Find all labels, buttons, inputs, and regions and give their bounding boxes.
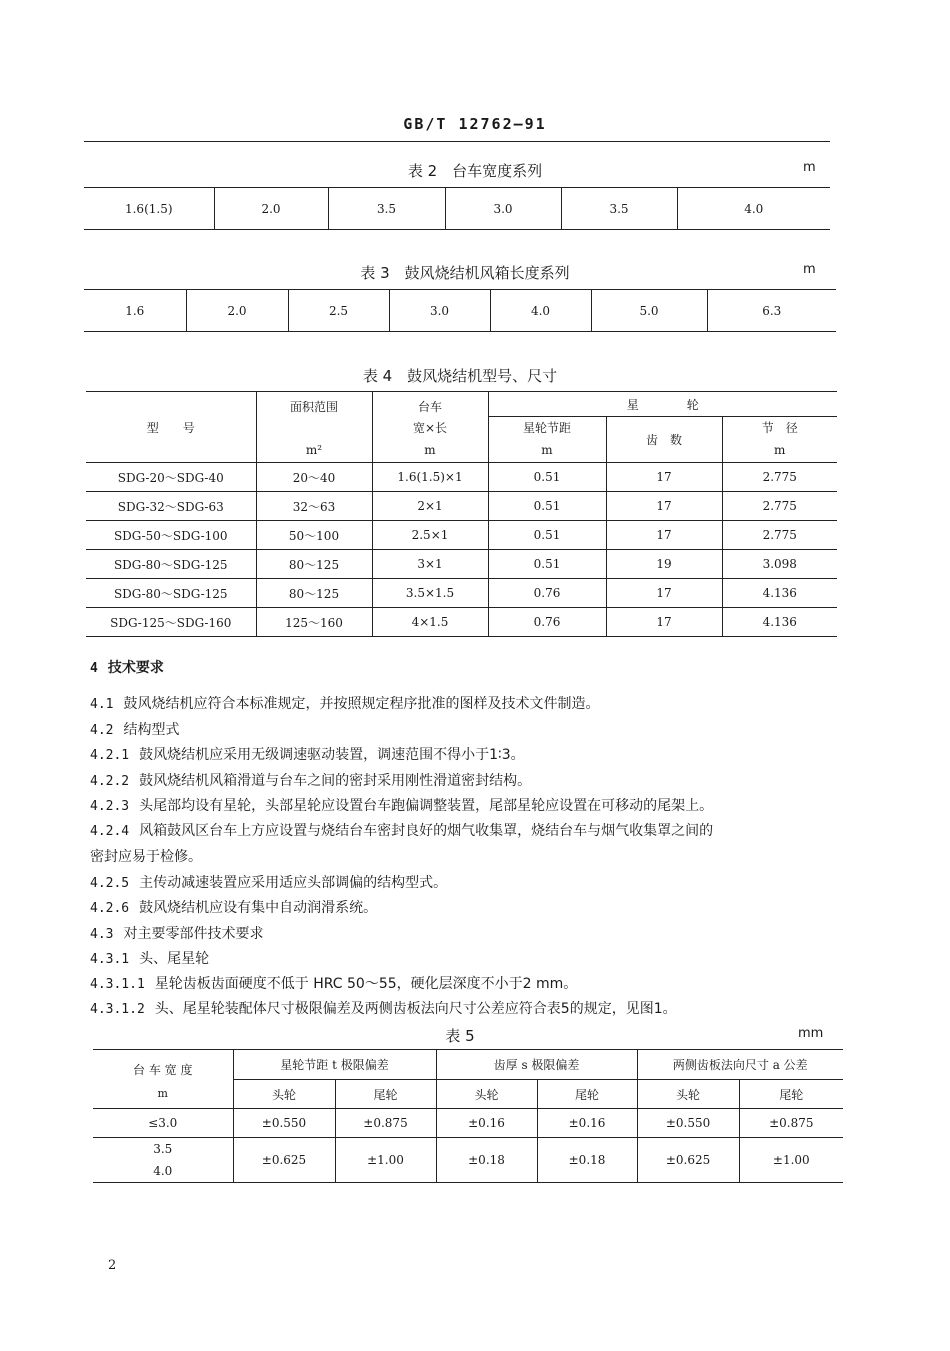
table5-cell: ±0.625	[233, 1138, 335, 1183]
clause-number: 4.2.5	[90, 876, 130, 891]
table4-cell: 80～125	[256, 579, 372, 608]
table4-cell: SDG-20～SDG-40	[86, 463, 256, 492]
paragraph	[90, 772, 840, 791]
table5-width-unit: m	[93, 1080, 233, 1109]
clause-text: 鼓风烧结机应设有集中自动润滑系统。	[139, 900, 378, 916]
paragraph	[90, 746, 840, 765]
table4-diam-unit: m	[722, 439, 837, 463]
table3-cell: 6.3	[707, 290, 836, 332]
section-title: 技术要求	[107, 660, 164, 676]
table4-cell: 0.51	[488, 521, 606, 550]
table4-caption: 表 4 鼓风烧结机型号、尺寸	[362, 367, 558, 385]
paragraph	[90, 975, 840, 994]
table2-cell: 3.0	[445, 188, 561, 230]
table4-cell: 3.5×1.5	[372, 579, 488, 608]
clause-number: 4.3	[90, 927, 114, 942]
table4-pitch-unit: m	[488, 439, 606, 463]
page-number: 2	[108, 1258, 117, 1273]
table-row	[86, 550, 837, 579]
table4-cell: 17	[606, 608, 722, 637]
table5-header-head: 头轮	[637, 1080, 739, 1109]
table4-cell: 2.775	[722, 521, 837, 550]
table4-header-car2: 宽×长	[372, 417, 488, 439]
clause-text: 头、尾星轮	[139, 951, 210, 967]
table4-car-unit: m	[372, 439, 488, 463]
table4-cell: 2.5×1	[372, 521, 488, 550]
table3-cell: 3.0	[389, 290, 490, 332]
table-row	[86, 521, 837, 550]
table2-cell: 3.5	[328, 188, 445, 230]
table4-cell: 80～125	[256, 550, 372, 579]
clause-number: 4.2.6	[90, 901, 130, 916]
table4-cell: 0.51	[488, 463, 606, 492]
table5-cell: ±0.18	[436, 1138, 537, 1183]
table5-cell: ±0.875	[739, 1109, 843, 1138]
table4-header-star: 星 轮	[488, 392, 837, 417]
clause-number: 4.2.2	[90, 774, 130, 789]
clause-text: 风箱鼓风区台车上方应设置与烧结台车密封良好的烟气收集罩，烧结台车与烟气收集罩之间的	[139, 823, 714, 839]
table4-cell: SDG-125～SDG-160	[86, 608, 256, 637]
table2	[84, 187, 830, 230]
table4-cell: 3.098	[722, 550, 837, 579]
paragraph	[90, 1000, 840, 1019]
table5-width-value: 4.0	[153, 1164, 173, 1178]
table4-cell: 0.76	[488, 579, 606, 608]
table4-cell: 17	[606, 492, 722, 521]
table4-header-pitch: 星轮节距	[488, 417, 606, 439]
standard-number: GB/T 12762—91	[403, 115, 547, 133]
table2-caption: 表 2 台车宽度系列	[407, 162, 543, 180]
table-row	[93, 1109, 843, 1138]
table3-cell: 2.0	[186, 290, 288, 332]
table5-header-tail: 尾轮	[537, 1080, 637, 1109]
table5-cell: ±0.875	[335, 1109, 436, 1138]
clause-text: 结构型式	[123, 722, 180, 738]
table5-cell: ±0.550	[637, 1109, 739, 1138]
table4-cell: 4.136	[722, 579, 837, 608]
table3-unit: m	[803, 262, 816, 277]
table5-header-normal: 两侧齿板法向尺寸 a 公差	[637, 1050, 843, 1080]
table4-cell: 4×1.5	[372, 608, 488, 637]
clause-number: 4.3.1.2	[90, 1002, 145, 1017]
table4-area-blank	[256, 417, 372, 439]
paragraph	[90, 874, 840, 893]
table4-cell: 32～63	[256, 492, 372, 521]
table5-caption: 表 5	[445, 1027, 475, 1045]
clause-number: 4.2.1	[90, 748, 130, 763]
paragraph	[90, 925, 840, 944]
clause-number: 4.1	[90, 697, 114, 712]
table5-cell: ±0.16	[436, 1109, 537, 1138]
clause-text: 主传动减速装置应采用适应头部调偏的结构型式。	[139, 875, 448, 891]
clause-text: 星轮齿板齿面硬度不低于 HRC 50～55，硬化层深度不小于2 mm。	[154, 976, 578, 992]
table5-header-width: 台 车 宽 度	[93, 1050, 233, 1080]
table2-cell: 4.0	[677, 188, 830, 230]
clause-number: 4.3.1	[90, 952, 130, 967]
table4-cell: 20～40	[256, 463, 372, 492]
table4-area-unit: m²	[256, 439, 372, 463]
table4-cell: 17	[606, 521, 722, 550]
table5-cell: ±1.00	[335, 1138, 436, 1183]
table5-cell: ±0.625	[637, 1138, 739, 1183]
clause-number: 4.2	[90, 723, 114, 738]
clause-number: 4.3.1.1	[90, 977, 145, 992]
table4-cell: 17	[606, 463, 722, 492]
table4-header-area: 面积范围	[256, 392, 372, 417]
clause-number: 4.2.3	[90, 799, 130, 814]
section4-title	[90, 659, 840, 678]
table4-header-model: 型 号	[86, 392, 256, 463]
table3-caption: 表 3 鼓风烧结机风箱长度系列	[360, 264, 570, 282]
table5	[93, 1049, 843, 1183]
clause-text: 对主要零部件技术要求	[123, 926, 264, 942]
table4-cell: 50～100	[256, 521, 372, 550]
table3-cell: 1.6	[84, 290, 186, 332]
table5-width-value: 3.5	[153, 1142, 173, 1156]
clause-text: 头、尾星轮装配体尺寸极限偏差及两侧齿板法向尺寸公差应符合表5的规定，见图1。	[154, 1001, 677, 1017]
table-row	[86, 608, 837, 637]
paragraph	[90, 848, 840, 866]
paragraph	[90, 797, 840, 816]
table4-cell: 125～160	[256, 608, 372, 637]
table5-header-head: 头轮	[233, 1080, 335, 1109]
section-number: 4	[90, 661, 98, 676]
table4-cell: 4.136	[722, 608, 837, 637]
table4-cell: 3×1	[372, 550, 488, 579]
paragraph	[90, 721, 840, 740]
table5-header-tail: 尾轮	[335, 1080, 436, 1109]
table5-header-pitch: 星轮节距 t 极限偏差	[233, 1050, 436, 1080]
paragraph	[90, 695, 840, 714]
table4-header-diam: 节 径	[722, 417, 837, 439]
table3	[84, 289, 836, 332]
paragraph	[90, 950, 840, 969]
clause-text: 鼓风烧结机应符合本标准规定，并按照规定程序批准的图样及技术文件制造。	[123, 696, 600, 712]
table5-cell: ≤3.0	[93, 1109, 233, 1138]
table4-cell: SDG-80～SDG-125	[86, 550, 256, 579]
table2-cell: 3.5	[561, 188, 677, 230]
table4-header-teeth: 齿 数	[606, 417, 722, 463]
paragraph	[90, 899, 840, 918]
table4-cell: 0.51	[488, 492, 606, 521]
table-row	[86, 579, 837, 608]
table5-cell: ±1.00	[739, 1138, 843, 1183]
clause-text: 鼓风烧结机风箱滑道与台车之间的密封采用刚性滑道密封结构。	[139, 773, 532, 789]
table2-cell: 1.6(1.5)	[84, 188, 214, 230]
header-rule	[84, 141, 830, 142]
table5-cell: ±0.16	[537, 1109, 637, 1138]
clause-text: 鼓风烧结机应采用无级调速驱动装置，调速范围不得小于1∶3。	[139, 747, 525, 763]
table5-cell-width	[93, 1138, 233, 1183]
table-row	[86, 463, 837, 492]
table4-cell: SDG-32～SDG-63	[86, 492, 256, 521]
table3-cell: 5.0	[591, 290, 707, 332]
table4-cell: 0.76	[488, 608, 606, 637]
table5-cell: ±0.550	[233, 1109, 335, 1138]
table5-cell: ±0.18	[537, 1138, 637, 1183]
table4-cell: 2×1	[372, 492, 488, 521]
table4-cell: 0.51	[488, 550, 606, 579]
clause-number: 4.2.4	[90, 824, 130, 839]
table-row	[86, 492, 837, 521]
table5-unit: mm	[798, 1026, 824, 1041]
table4-cell: 2.775	[722, 492, 837, 521]
table-row	[93, 1138, 843, 1183]
table4-cell: SDG-50～SDG-100	[86, 521, 256, 550]
clause-text: 密封应易于检修。	[90, 849, 202, 865]
table2-unit: m	[803, 160, 816, 175]
paragraph	[90, 822, 840, 841]
clause-text: 头尾部均设有星轮，头部星轮应设置台车跑偏调整装置，尾部星轮应设置在可移动的尾架上。	[139, 798, 714, 814]
table4	[86, 391, 837, 637]
table4-cell: SDG-80～SDG-125	[86, 579, 256, 608]
table4-cell: 17	[606, 579, 722, 608]
table3-cell: 4.0	[490, 290, 591, 332]
table5-header-tail: 尾轮	[739, 1080, 843, 1109]
table5-header-thick: 齿厚 s 极限偏差	[436, 1050, 637, 1080]
table4-cell: 2.775	[722, 463, 837, 492]
table4-cell: 19	[606, 550, 722, 579]
table4-header-car: 台车	[372, 392, 488, 417]
table5-header-head: 头轮	[436, 1080, 537, 1109]
table3-cell: 2.5	[288, 290, 389, 332]
table2-cell: 2.0	[214, 188, 328, 230]
table4-cell: 1.6(1.5)×1	[372, 463, 488, 492]
